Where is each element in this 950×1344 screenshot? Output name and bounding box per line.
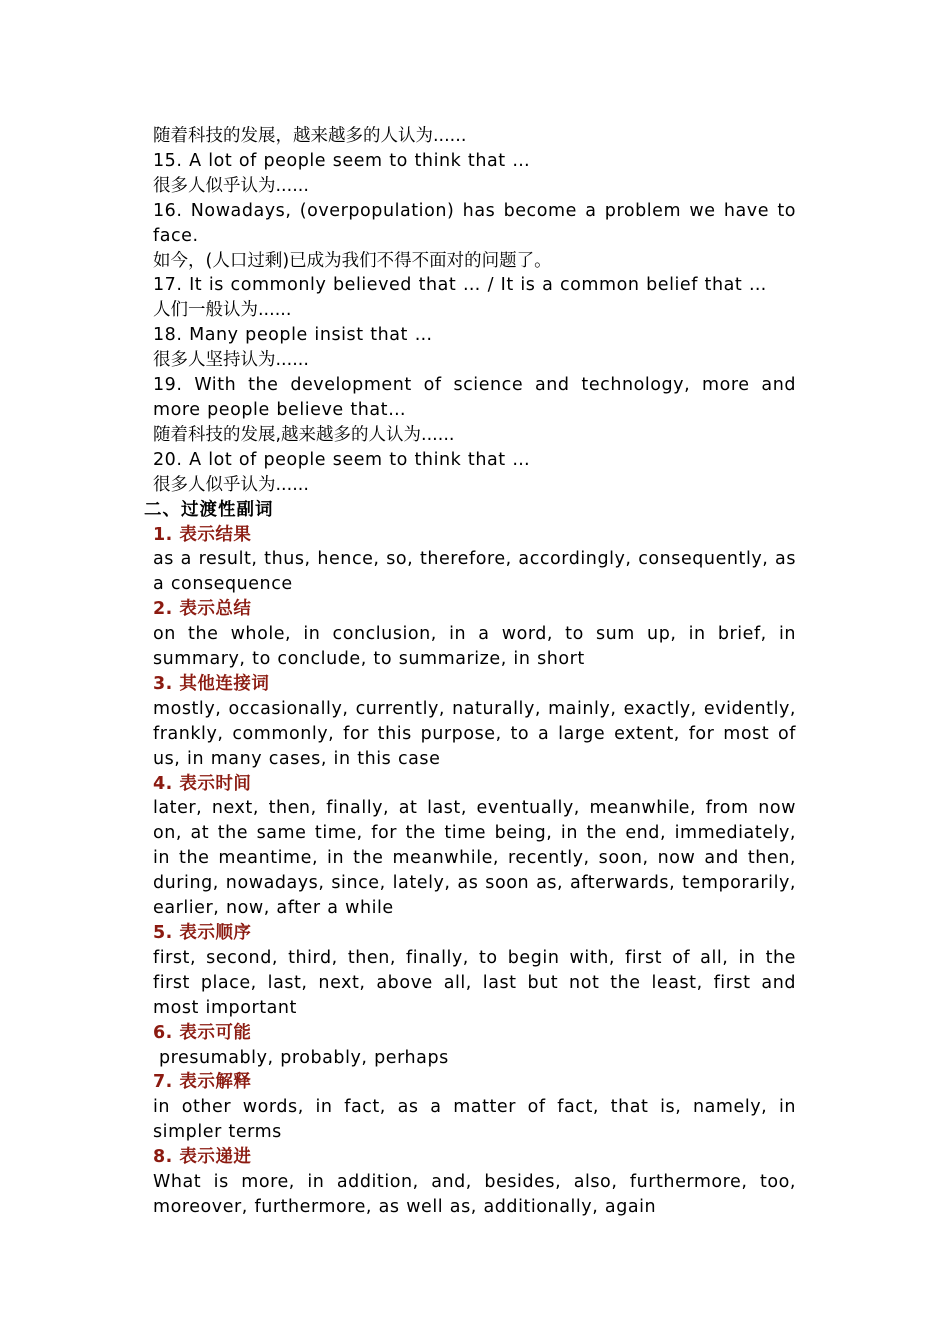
document-page (144, 124, 796, 1220)
group-title-order: 5. 表示顺序 (153, 923, 252, 943)
group-text-result: as a result, thus, hence, so, therefore, accordingly, consequently, as a consequence (153, 549, 796, 595)
group-text-progression: What is more, in addition, and, besides, also, furthermore, too, moreover, furthermore, as well as, additionally, again (153, 1172, 796, 1217)
item-19-en: 19. With the development of science and technology, more and more people believe that… (153, 375, 796, 420)
group-text-summary: on the whole, in conclusion, in a word, to sum up, in brief, in summary, to conclude, to summarize, in short (153, 624, 796, 670)
group-text-other: mostly, occasionally, currently, naturally, mainly, exactly, evidently, frankly, commonly, for this purpose, to a large extent, for most of us, in many cases, in this case (153, 698, 796, 769)
group-title-explanation: 7. 表示解释 (153, 1072, 252, 1093)
section-title: 二、过渡性副词 (144, 499, 274, 520)
group-title-possibility: 6. 表示可能 (153, 1022, 252, 1043)
group-text-possibility: presumably, probably, perhaps (159, 1047, 449, 1068)
text-line: 很多人似乎认为...... (153, 175, 309, 196)
item-20-en: 20. A lot of people seem to think that … (153, 449, 531, 470)
group-title-result: 1. 表示结果 (153, 524, 252, 545)
item-20-zh: 很多人似乎认为...... (153, 474, 309, 495)
group-text-order: first, second, third, then, finally, to begin with, first of all, in the first place, last, next, above all, last but not the least, first and most important (153, 947, 796, 1018)
item-17-en: 17. It is commonly believed that … / It is a common belief that … (153, 275, 767, 296)
group-title-time: 4. 表示时间 (153, 773, 252, 794)
item-18-en: 18. Many people insist that … (153, 325, 433, 346)
item-16-en: 16. Nowadays, (overpopulation) has become a problem we have to face. (153, 200, 796, 246)
item-17-zh: 人们一般认为...... (153, 300, 292, 321)
item-18-zh: 很多人坚持认为...... (153, 350, 309, 371)
group-title-summary: 2. 表示总结 (153, 599, 252, 620)
item-19-zh: 随着科技的发展,越来越多的人认为...... (153, 424, 455, 445)
group-text-explanation: in other words, in fact, as a matter of fact, that is, namely, in simpler terms (153, 1097, 796, 1143)
text-line: 15. A lot of people seem to think that … (153, 150, 531, 171)
item-16-zh: 如今，(人口过剩)已成为我们不得不面对的问题了。 (153, 250, 552, 271)
group-title-other: 3. 其他连接词 (153, 673, 270, 694)
group-title-progression: 8. 表示递进 (153, 1147, 252, 1168)
group-text-time: later, next, then, finally, at last, eventually, meanwhile, from now on, at the same time, for the time being, in the end, immediately, in the meantime, in the meanwhile, recently, soon, now and then, during, nowadays, since, lately, as soon as, afterwards, temporarily, earlier, now, after a while (153, 798, 796, 919)
text-line: 随着科技的发展，越来越多的人认为...... (153, 126, 467, 146)
